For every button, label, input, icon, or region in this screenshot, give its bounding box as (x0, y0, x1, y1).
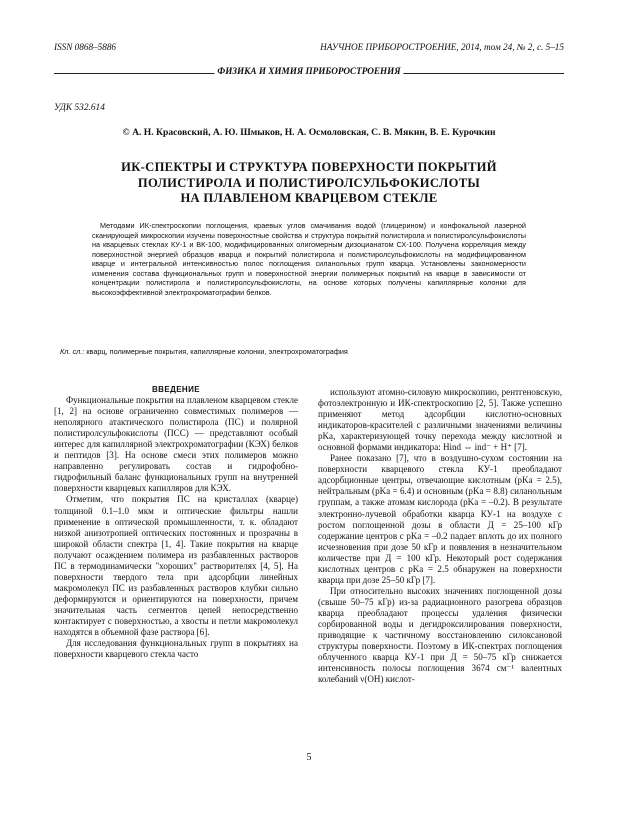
right-column (318, 387, 562, 685)
journal-citation: НАУЧНОЕ ПРИБОРОСТРОЕНИЕ, 2014, том 24, № 2, c. 5–15 (320, 42, 564, 52)
keywords-text: кварц, полимерные покрытия, капиллярные колонки, электрохроматография (86, 347, 348, 356)
keywords-label: Кл. сл.: (60, 347, 85, 356)
paragraph: используют атомно-силовую микроскопию, рентгеновскую, фотоэлектронную и ИК-спектроскопию [2, 5]. Также успешно применяют метод адсорбции кислотно-основных индикаторов-красителей с различными значениями величины pKa, характеризующей точку перехода между кислотной и основной формами индикатора: Hind ⇔ ind⁻ + H⁺ [7]. (318, 387, 562, 453)
section-title-introduction: ВВЕДЕНИЕ (152, 385, 200, 394)
issn: ISSN 0868–5886 (54, 42, 117, 52)
section-rubric (54, 66, 564, 80)
authors: © А. Н. Красовский, А. Ю. Шмыков, Н. А. Осмоловская, С. В. Мякин, В. Е. Курочкин (122, 127, 496, 138)
left-column (54, 384, 298, 660)
running-header (54, 42, 564, 52)
paragraph: Для исследования функциональных групп в покрытиях на поверхности кварцевого стекла часто (54, 638, 298, 660)
abstract: Методами ИК-спектроскопии поглощения, краевых углов смачивания водой (глицерином) и конфокальной лазерной сканирующей микроскопии изучены поверхностные свойства и структура покрытий полистирола и полистиролсульфокислоты на кварцевых стеклах КУ-1 и ВК-100, модифицированных олигомерным дизоцианатом СХ-100. Получена корреляция между поверхностной энергией образцов кварца и покрытий полистирола и полистиролсульфокислоты на модифицированном кварце и интегральной интенсивностью полос поглощения силанольных групп кварца. Установлены закономерности изменения состава функциональных групп и поверхностной энергии полимерных покрытий на кварце в зависимости от концентрации полистирола и полистиролсульфокислоты, на основе которых получены капиллярные колонки для высокоэффективной электрохроматографии белков. (92, 221, 526, 297)
paragraph: При относительно высоких значениях поглощенной дозы (свыше 50–75 кГр) из-за радиационного разогрева образцов кварца преобладают процессы удаления физически сорбированной воды и дегидроксилирования поверхности, приводящие к частичному восстановлению силоксановой структуры поверхности. Поэтому в ИК-спектрах поглощения облученного кварца КУ-1 при Д = 50–75 кГр снижается интенсивность полосы поглощения 3674 см⁻¹ валентных колебаний ν(OH) кислот- (318, 585, 562, 685)
paragraph: Ранее показано [7], что в воздушно-сухом состоянии на поверхности кварцевого стекла КУ-1 преобладают адсорбционные центры, отвечающие кислотным (pKa = 2.5), нейтральным (pKa = 6.4) и основным (pKa = 8.8) силанольным группам, а также атомам кислорода (pKa = –0.2). В результате электронно-лучевой обработки кварца КУ-1 на воздухе с ростом поглощенной дозы в области Д = 25–100 кГр содержание центров с pKa = –0.2 падает вплоть до их полного исчезновения при дозе 50 кГр и появления в незначительном количестве при Д = 100 кГр. Некоторый рост содержания кислотных центров с pKa = 2.5 обнаружен на поверхности кварца при дозе 25–50 кГр [7]. (318, 453, 562, 585)
udk-code: УДК 532.614 (54, 103, 105, 113)
keywords (60, 347, 564, 356)
paragraph: Функциональные покрытия на плавленом кварцевом стекле [1, 2] на основе ограниченно совместимых полимеров — неполярного атактического полистирола (ПС) и полярной полистиролсульфокислоты (ПСС) — представляют особый интерес для капиллярной электрохроматографии (КЭХ) белков и пептидов [3]. На основе смеси этих полимеров можно направленно регулировать состав и гидрофобно-гидрофильный баланс функциональных групп на внутренней поверхности кварцевых капилляров для КЭХ. (54, 395, 298, 494)
article-title (60, 160, 558, 207)
page-number: 5 (306, 752, 312, 763)
title-line-3: НА ПЛАВЛЕНОМ КВАРЦЕВОМ СТЕКЛЕ (180, 191, 438, 205)
title-line-1: ИК-СПЕКТРЫ И СТРУКТУРА ПОВЕРХНОСТИ ПОКРЫТИЙ (121, 160, 497, 174)
title-line-2: ПОЛИСТИРОЛА И ПОЛИСТИРОЛСУЛЬФОКИСЛОТЫ (137, 175, 481, 190)
paragraph: Отметим, что покрытия ПС на кристаллах (кварце) толщиной 0.1–1.0 мкм и оптические фильтры нашли применение в оптической промышленности, т. к. обладают низкой анизотропией оптических постоянных и прозрачны в широкой области спектра [1, 4]. Такие покрытия на кварце получают осаждением полимера из разбавленных растворов ПС в термодинамически "хороших" растворителях [4, 5]. На поверхности твердого тела при адсорбции линейных макромолекул ПС из разбавленных растворов клубки сильно деформируются и ориентируются на поверхности, причем значительная часть сегментов цепей непосредственно контактирует с поверхностью, а хвосты и петли макромолекул находятся в объемной фазе раствора [6]. (54, 494, 298, 638)
rubric-text: ФИЗИКА И ХИМИЯ ПРИБОРОСТРОЕНИЯ (214, 66, 403, 76)
